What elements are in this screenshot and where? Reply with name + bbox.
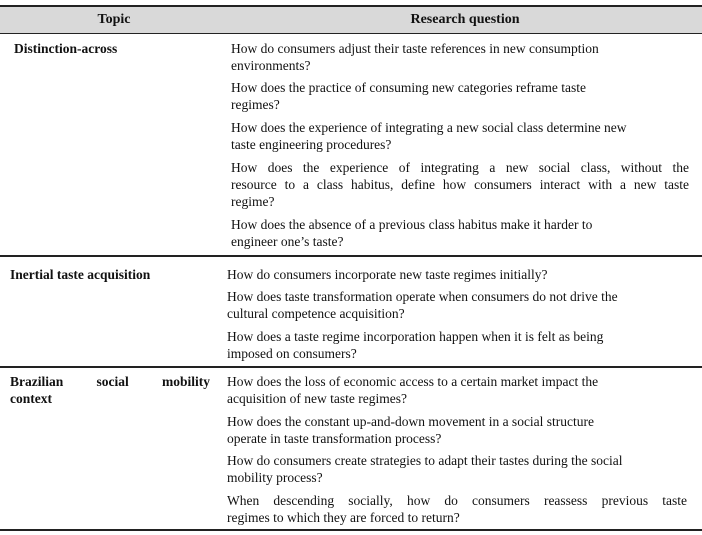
column-header-topic: Topic [97,12,131,27]
question: How does the experience of integrating a new social class determine new taste engineering procedures? [231,120,627,152]
header-rule [0,33,702,34]
bottom-rule [0,529,702,531]
question: When descending socially, how do consumers reassess previous taste regimes to which they are forced to return? [227,493,687,525]
question: How do consumers create strategies to adapt their tastes during the social mobility process? [227,453,623,485]
section-rule [0,366,702,368]
topic-inertial-taste-acquisition: Inertial taste acquisition [10,267,151,282]
question: How do consumers adjust their taste references in new consumption environments? [231,41,599,73]
question: How does taste transformation operate when consumers do not drive the cultural competence acquisition? [227,289,618,321]
question: How do consumers incorporate new taste regimes initially? [227,267,548,282]
question: How does a taste regime incorporation happen when it is felt as being imposed on consumers? [227,329,604,361]
question: How does the loss of economic access to a certain market impact the acquisition of new taste regimes? [227,374,599,406]
column-header-research-question: Research question [410,12,520,27]
question: How does the constant up-and-down movement in a social structure operate in taste transformation process? [227,414,595,446]
question: How does the absence of a previous class habitus make it harder to engineer one’s taste? [231,217,593,249]
question: How does the practice of consuming new categories reframe taste regimes? [231,80,586,112]
topic-distinction-across: Distinction-across [14,41,118,56]
question: How does the experience of integrating a new social class, without the resource to a class habitus, define how consumers interact with a new taste regime? [231,160,689,209]
section-rule [0,255,702,257]
topic-brazilian-social-mobility-context: Brazilian social mobility context [10,374,210,406]
